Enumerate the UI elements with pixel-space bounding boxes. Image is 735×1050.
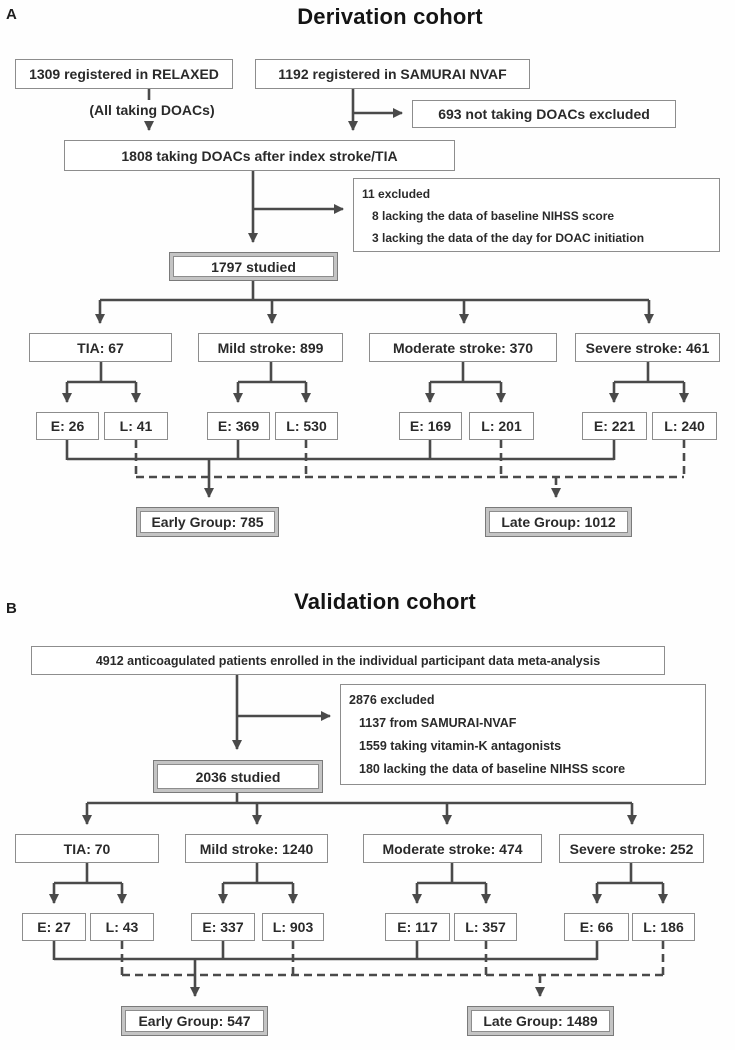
box-category-tia-a: TIA: 67 (29, 333, 172, 362)
excluded-line: 180 lacking the data of baseline NIHSS score (359, 762, 626, 776)
box-late-count: L: 240 (652, 412, 717, 440)
excluded-line: 8 lacking the data of baseline NIHSS score (372, 209, 615, 223)
box-early-count: E: 117 (385, 913, 450, 941)
excluded-line: 11 excluded (362, 187, 431, 201)
box-late-count: L: 903 (262, 913, 324, 941)
box-registered-samurai-nvaf: 1192 registered in SAMURAI NVAF (255, 59, 530, 89)
box-category-mild-b: Mild stroke: 1240 (185, 834, 328, 863)
box-registered-relaxed: 1309 registered in RELAXED (15, 59, 233, 89)
box-not-taking-doacs-excluded: 693 not taking DOACs excluded (412, 100, 676, 128)
box-late-count: L: 43 (90, 913, 154, 941)
box-studied-validation: 2036 studied (153, 760, 323, 793)
box-studied-derivation: 1797 studied (169, 252, 338, 281)
box-excluded-validation (340, 684, 706, 785)
box-early-count: E: 369 (207, 412, 270, 440)
box-late-count: L: 530 (275, 412, 338, 440)
panel-b-title: Validation cohort (294, 589, 476, 614)
box-late-count: L: 186 (632, 913, 695, 941)
box-early-count: E: 169 (399, 412, 462, 440)
panel-a-title: Derivation cohort (297, 4, 483, 29)
box-category-severe-a: Severe stroke: 461 (575, 333, 720, 362)
box-early-count: E: 221 (582, 412, 647, 440)
box-early-count: E: 26 (36, 412, 99, 440)
box-late-count: L: 41 (104, 412, 168, 440)
excluded-line: 3 lacking the data of the day for DOAC initiation (372, 231, 645, 245)
box-category-tia-b: TIA: 70 (15, 834, 159, 863)
excluded-line: 1559 taking vitamin-K antagonists (359, 739, 562, 753)
box-category-mild-a: Mild stroke: 899 (198, 333, 343, 362)
panel-b-label: B (6, 600, 17, 617)
box-category-severe-b: Severe stroke: 252 (559, 834, 704, 863)
box-category-moderate-b: Moderate stroke: 474 (363, 834, 542, 863)
box-early-count: E: 66 (564, 913, 629, 941)
box-category-moderate-a: Moderate stroke: 370 (369, 333, 557, 362)
box-early-count: E: 337 (191, 913, 255, 941)
note-all-taking-doacs: (All taking DOACs) (62, 100, 242, 121)
panel-a-label: A (6, 6, 17, 23)
box-late-count: L: 201 (469, 412, 534, 440)
box-late-group-a: Late Group: 1012 (485, 507, 632, 537)
box-early-count: E: 27 (22, 913, 86, 941)
box-taking-doacs-pooled: 1808 taking DOACs after index stroke/TIA (64, 140, 455, 171)
box-early-group-b: Early Group: 547 (121, 1006, 268, 1036)
box-late-group-b: Late Group: 1489 (467, 1006, 614, 1036)
box-enrolled-meta-analysis: 4912 anticoagulated patients enrolled in the individual participant data meta-analysis (31, 646, 665, 675)
box-late-count: L: 357 (454, 913, 517, 941)
box-excluded-derivation (353, 178, 720, 252)
excluded-line: 1137 from SAMURAI-NVAF (359, 716, 517, 730)
box-early-group-a: Early Group: 785 (136, 507, 279, 537)
excluded-line: 2876 excluded (349, 693, 435, 707)
